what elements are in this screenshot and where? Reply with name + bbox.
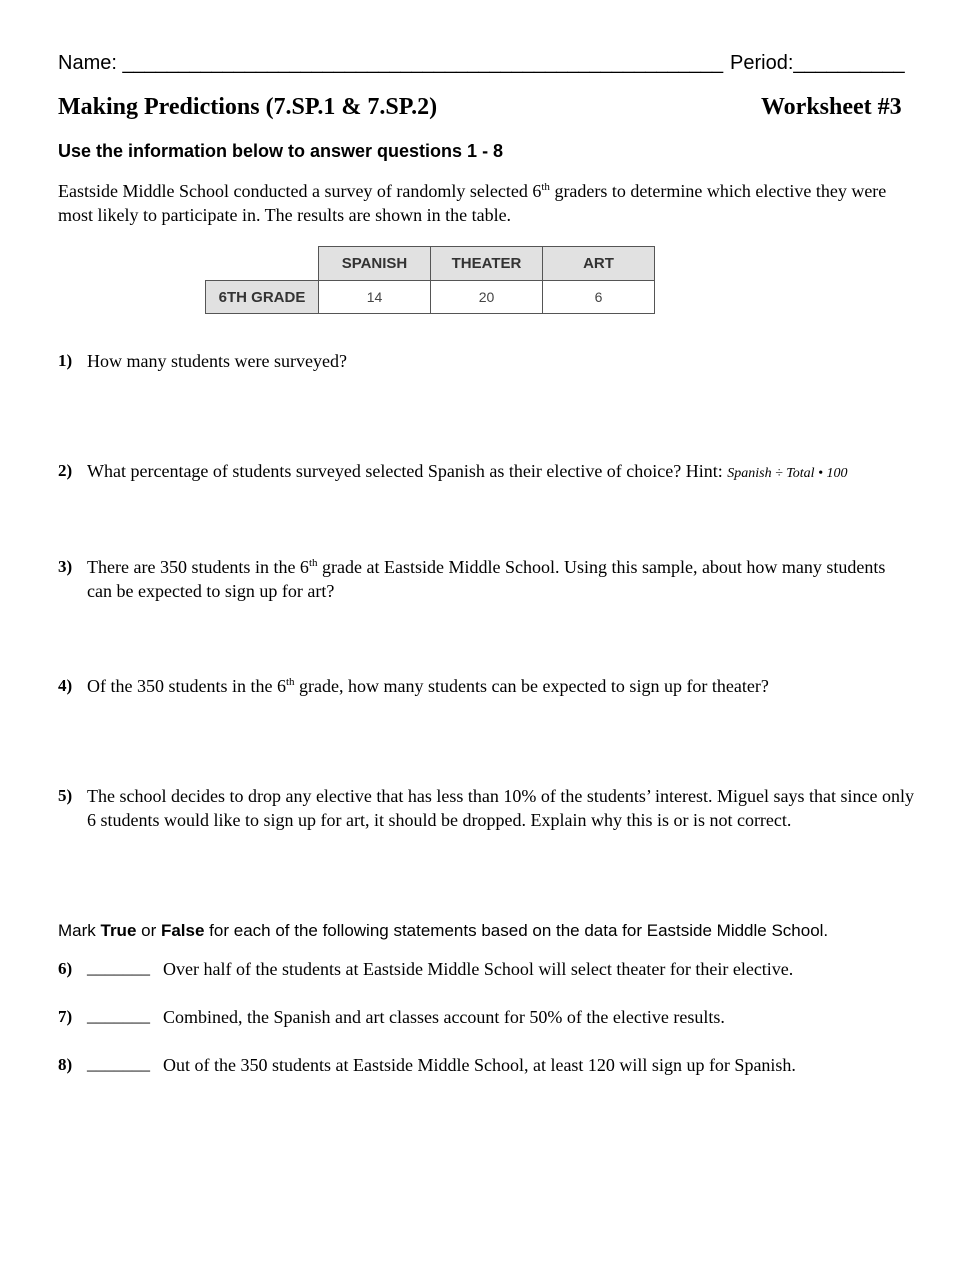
question-text-main: What percentage of students surveyed selected Spanish as their elective of choice? Hint: <box>87 461 728 481</box>
worksheet-number: Worksheet #3 <box>761 94 902 120</box>
question-sup: th <box>308 557 318 569</box>
period-field-label: Period:__________ <box>730 52 905 74</box>
intro-text-b: graders to determine which elective they were most likely to participate in. The results are shown in the table. <box>58 181 887 225</box>
table-col-header: SPANISH <box>319 247 431 281</box>
question-sup: th <box>285 676 295 688</box>
question-text <box>87 674 927 698</box>
name-field-label: Name: ______________________________________________________ <box>58 52 724 74</box>
question-number: 8) <box>58 1055 73 1074</box>
statement-text: Out of the 350 students at Eastside Middle School, at least 120 will sign up for Spanish. <box>163 1055 796 1075</box>
question-number: 5) <box>58 786 73 805</box>
question-text-a: Of the 350 students in the 6 <box>87 676 286 696</box>
intro-paragraph <box>58 179 918 227</box>
question-number: 2) <box>58 461 73 480</box>
question-text-a: There are 350 students in the 6 <box>87 557 309 577</box>
table-col-header: ART <box>543 247 655 281</box>
question-number: 4) <box>58 676 73 695</box>
question-text: How many students were surveyed? <box>87 351 347 371</box>
statement-text: Over half of the students at Eastside Middle School will select theater for their elective. <box>163 959 794 979</box>
answer-blank[interactable]: _______ <box>87 957 150 977</box>
tf-mark-word: Mark <box>58 921 101 940</box>
question-number: 1) <box>58 351 73 370</box>
tf-true-word: True <box>100 921 137 940</box>
question-number: 6) <box>58 959 73 978</box>
tf-or-word: or <box>136 921 161 940</box>
table-cell: 20 <box>431 281 543 314</box>
question-text: The school decides to drop any elective that has less than 10% of the students’ interest. Miguel says that since only 6 students would like to sign up for art, it should be dropped. Explain why this is or is not correct. <box>87 786 914 830</box>
table-col-header: THEATER <box>431 247 543 281</box>
table-corner-cell <box>206 247 319 281</box>
intro-sup: th <box>541 181 550 193</box>
table-row <box>206 281 655 314</box>
question-text <box>87 459 967 486</box>
answer-blank[interactable]: _______ <box>87 1053 150 1073</box>
question-number: 3) <box>58 557 73 576</box>
hint-formula: Spanish ÷ Total • 100 <box>727 466 848 481</box>
intro-text-a: Eastside Middle School conducted a survey of randomly selected 6 <box>58 181 542 201</box>
question-number: 7) <box>58 1007 73 1026</box>
instruction-heading: Use the information below to answer questions 1 - 8 <box>58 141 504 161</box>
question-text-b: grade, how many students can be expected to sign up for theater? <box>294 676 769 696</box>
question-text <box>87 555 887 603</box>
statement-text: Combined, the Spanish and art classes account for 50% of the elective results. <box>163 1007 725 1027</box>
question-text-b: grade at Eastside Middle School. Using this sample, about how many students can be expected to sign up for art? <box>87 557 886 601</box>
tf-instruction-rest: for each of the following statements based on the data for Eastside Middle School. <box>204 921 829 940</box>
tf-false-word: False <box>160 921 205 940</box>
answer-blank[interactable]: _______ <box>87 1005 150 1025</box>
table-cell: 6 <box>543 281 655 314</box>
table-header-row <box>206 247 655 281</box>
survey-table <box>205 246 655 314</box>
true-false-instruction <box>58 921 828 941</box>
worksheet-title: Making Predictions (7.SP.1 & 7.SP.2) <box>58 94 438 120</box>
table-row-header: 6TH GRADE <box>206 281 319 314</box>
table-cell: 14 <box>319 281 431 314</box>
